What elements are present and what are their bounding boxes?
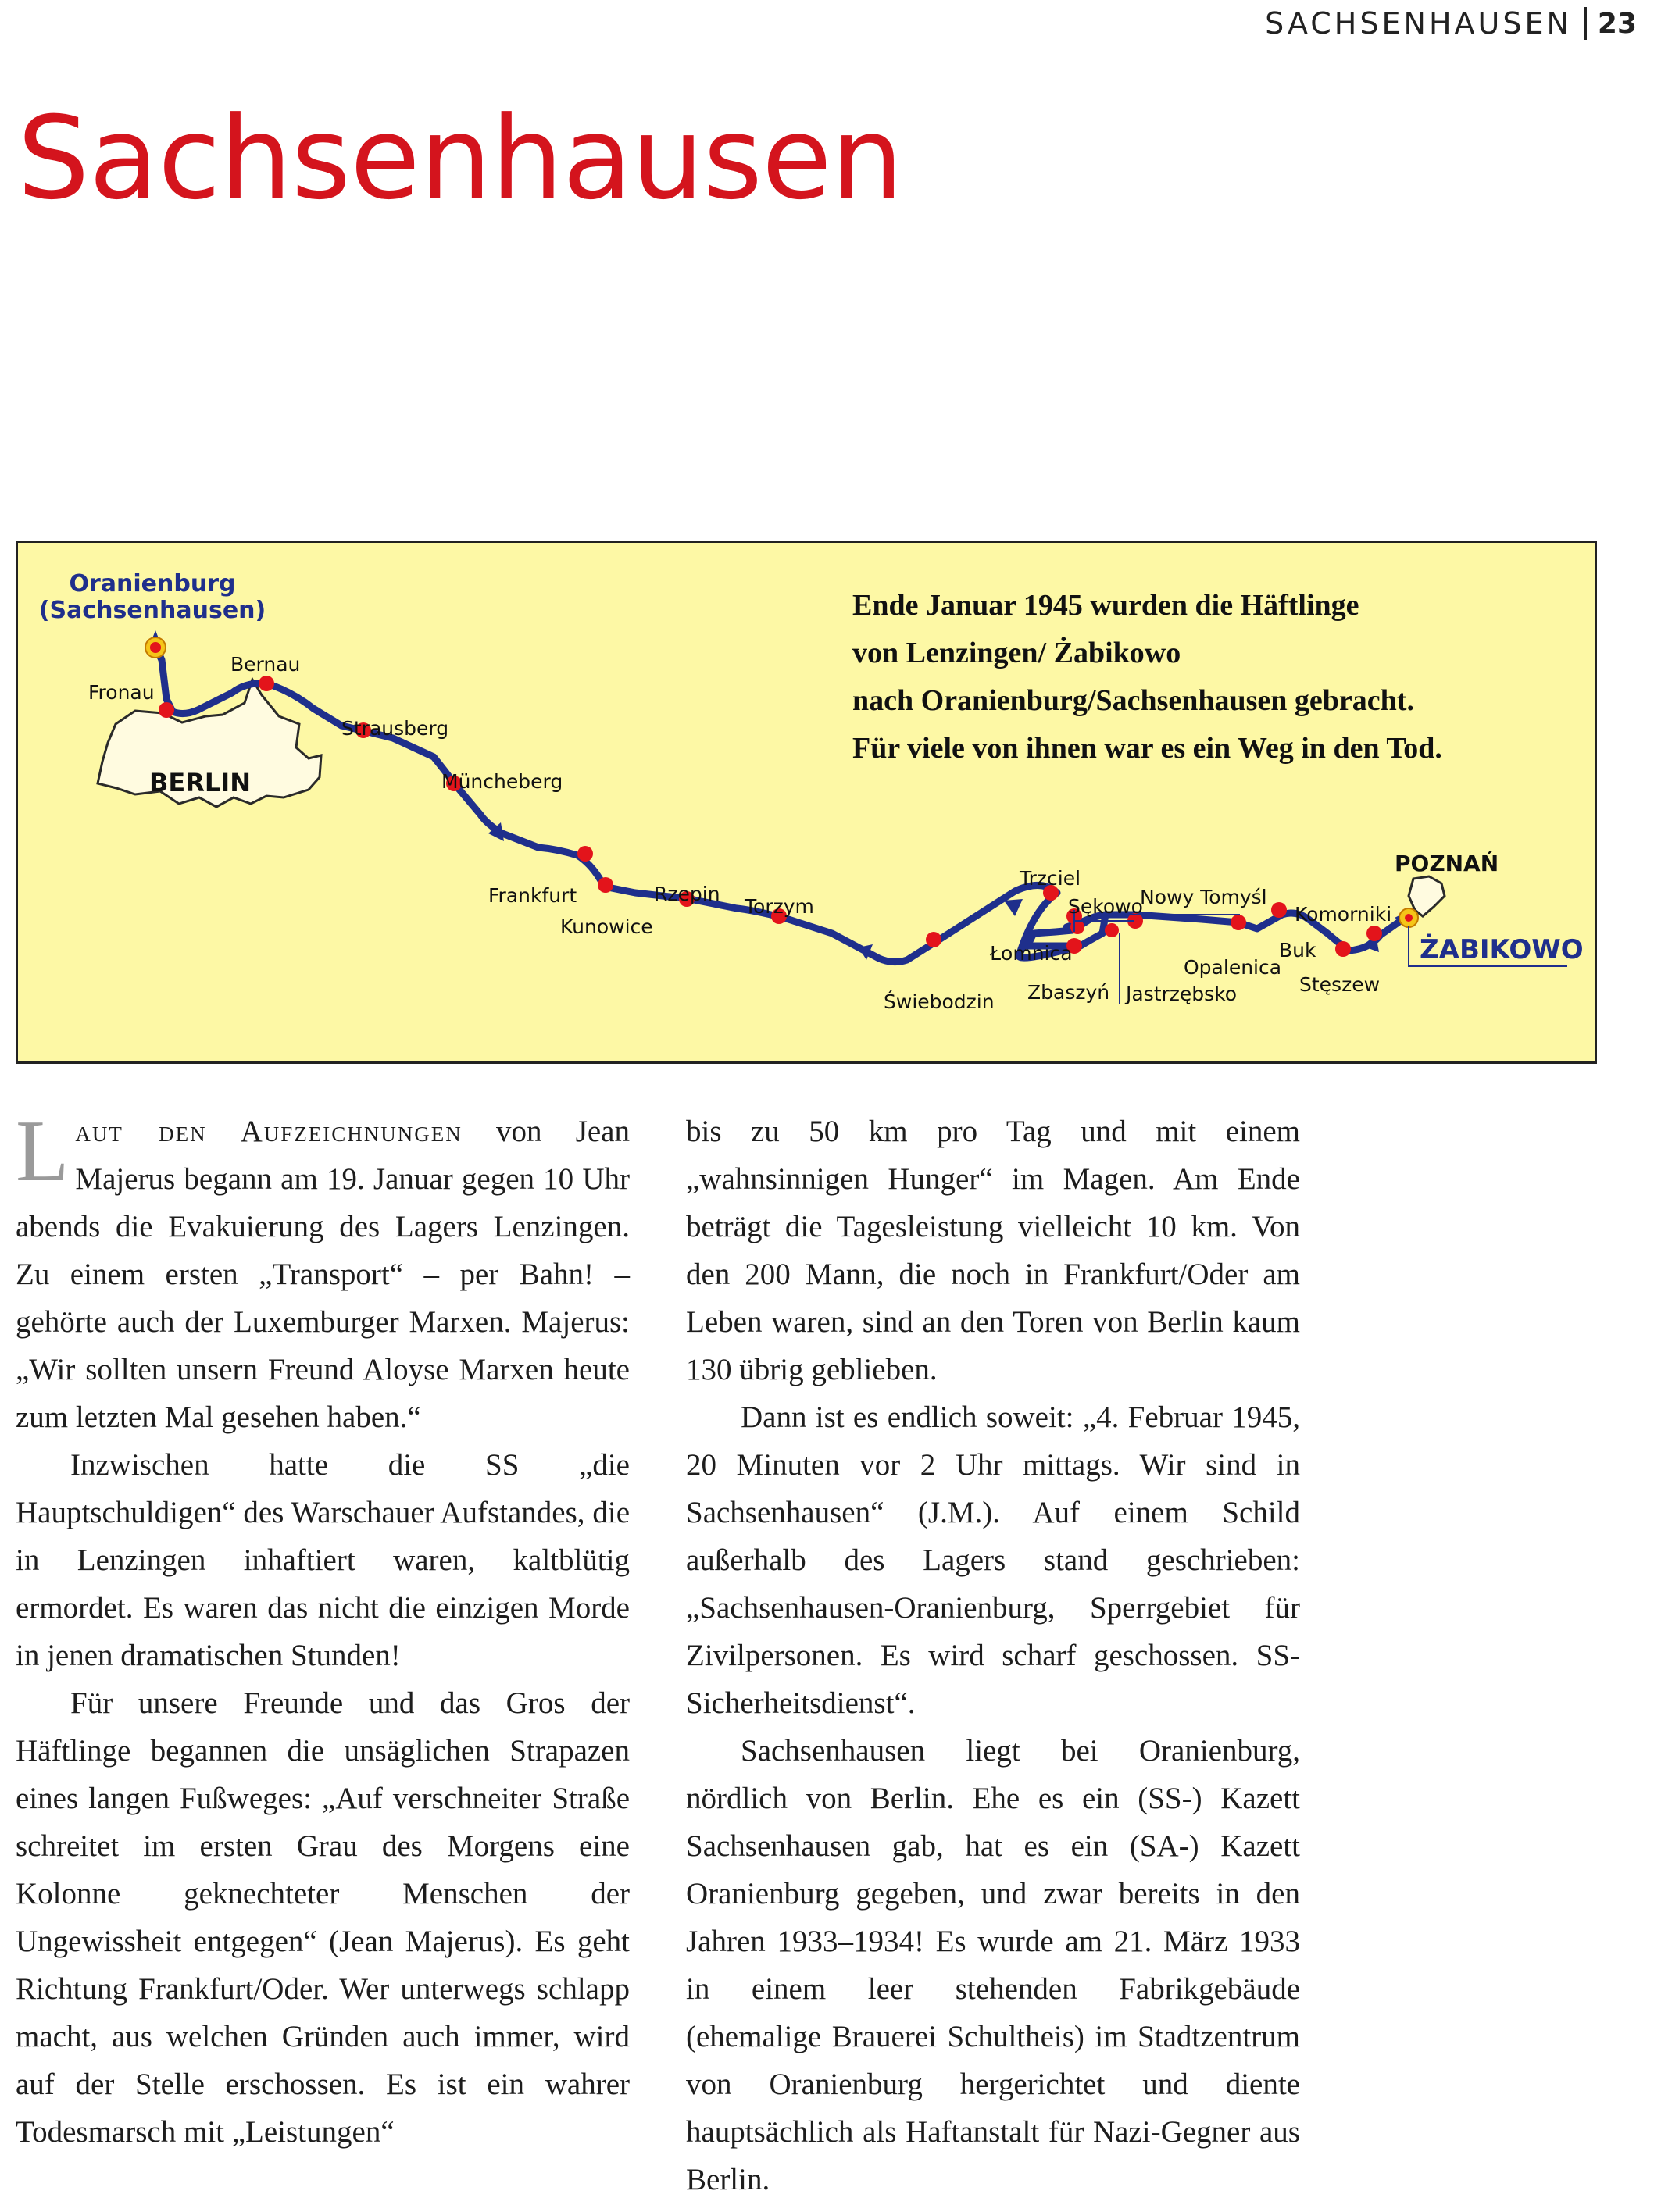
- page-title: Sachsenhausen: [17, 92, 903, 225]
- route-arrow: [1004, 899, 1023, 916]
- label-torzym: Torzym: [745, 895, 814, 918]
- stop-kunowice: [598, 877, 613, 893]
- label-strausberg: Strausberg: [341, 717, 449, 740]
- label-berlin: BERLIN: [149, 768, 251, 797]
- body-paragraph: Für unsere Freunde und das Gros der Häftlinge begannen die unsäglichen Strapazen eines langen Fußweges: „Auf verschneiter Straße schreitet im ersten Grau des Morgens eine Kolonne geknechteter Menschen der Ungewissheit entgegen“ (Jean Majerus). Es geht Richtung Frankfurt/Oder. Wer unterwegs schlapp macht, aus welchen Gründen auch immer, wird auf der Stelle erschossen. Es ist ein wahrer Todesmarsch mit „Leistungen“: [16, 1686, 630, 2149]
- body-column-right: [686, 1108, 1300, 2203]
- label-frankfurt: Frankfurt: [488, 884, 577, 907]
- label-opalenica: Opalenica: [1184, 956, 1282, 979]
- body-paragraph: [16, 1103, 630, 1441]
- drop-cap: L: [16, 1103, 70, 1200]
- label-trzciel: Trzciel: [1020, 867, 1081, 890]
- body-paragraph: bis zu 50 km pro Tag und mit einem „wahnsinnigen Hunger“ im Magen. Am Ende beträgt die Tagesleistung vielleicht 10 km. Von den 200 Mann, die noch in Frankfurt/Oder am Leben waren, sind an den Toren von Berlin kaum 130 übrig geblieben.: [686, 1115, 1300, 1386]
- stop-swiebodzin: [926, 932, 941, 947]
- body-column-left: [16, 1103, 630, 2156]
- route-map: [16, 541, 1597, 1064]
- label-poznan: POZNAŃ: [1395, 851, 1499, 876]
- stop-lomnica: [1070, 920, 1084, 934]
- start-marker-core: [150, 642, 161, 653]
- stop-opalenica: [1231, 915, 1246, 930]
- label-zbaszyn: Zbaszyń: [1027, 981, 1110, 1004]
- paragraph-text: von Jean Majerus begann am 19. Januar gegen 10 Uhr abends die Evakuierung des Lagers Lenzingen. Zu einem ersten „Transport“ – per Bahn! – gehörte auch der Luxemburger Marxen. Majerus: „Wir sollten unsern Freund Aloyse Marxen heute zum letzten Mal gesehen haben.“: [16, 1115, 630, 1434]
- body-paragraph: Sachsenhausen liegt bei Oranienburg, nördlich von Berlin. Ehe es ein (SS-) Kazett Sachsenhausen gab, hat es ein (SA-) Kazett Oranienburg gegeben, und zwar bereits in den Jahren 1933–1934! Es wurde am 21. März 1933 in einem leer stehenden Fabrikgebäude (ehemalige Brauerei Schultheis) im Stadtzentrum von Oranienburg hergerichtet und diente hauptsächlich als Haftanstalt für Nazi-Gegner aus Berlin.: [686, 1734, 1300, 2196]
- label-lomnica: Łomnica: [990, 942, 1073, 965]
- map-caption-line: nach Oranienburg/Sachsenhausen gebracht.: [852, 684, 1414, 717]
- running-title: SACHSENHAUSEN: [1265, 6, 1572, 41]
- stop-frankfurt: [577, 846, 593, 862]
- lead-in-smallcaps: aut den Aufzeichnungen: [75, 1115, 463, 1148]
- body-paragraph: Dann ist es endlich soweit: „4. Februar 1945, 20 Minuten vor 2 Uhr mittags. Wir sind in Sachsenhausen“ (J.M.). Auf einem Schild außerhalb des Lagers stand geschrieben: „Sachsenhausen-Oranienburg, Sperrgebiet für Zivilpersonen. Es wird scharf geschossen. SS-Sicherheitsdienst“.: [686, 1400, 1300, 1720]
- label-jastrzebsko: Jastrzębsko: [1126, 983, 1238, 1005]
- map-caption-line: von Lenzingen/ Żabikowo: [852, 637, 1181, 669]
- header-divider: [1584, 7, 1587, 40]
- label-muncheberg: Müncheberg: [441, 770, 563, 793]
- body-paragraph: Inzwischen hatte die SS „die Hauptschuldigen“ des Warschauer Aufstandes, die in Lenzingen inhaftiert waren, kaltblütig ermordet. Es waren das nicht die einzigen Morde in jenen dramatischen Stunden!: [16, 1448, 630, 1672]
- label-sekowo: Sękowo: [1068, 895, 1143, 918]
- stop-jastrzebsko: [1105, 923, 1119, 937]
- stop-komorniki: [1366, 926, 1382, 941]
- label-komorniki: Komorniki: [1295, 903, 1392, 926]
- map-caption: [852, 582, 1571, 772]
- map-caption-line: Ende Januar 1945 wurden die Häftlinge: [852, 589, 1359, 622]
- label-fronau: Fronau: [88, 681, 155, 704]
- label-sachsenhausen: (Sachsenhausen): [38, 597, 266, 624]
- stop-buk: [1271, 902, 1287, 918]
- stop-steszew: [1335, 941, 1351, 957]
- map-caption-line: Für viele von ihnen war es ein Weg in den Tod.: [852, 732, 1442, 765]
- stop-fronau: [159, 702, 174, 718]
- label-swiebodzin: Świebodzin: [884, 990, 995, 1013]
- label-steszew: Stęszew: [1299, 973, 1381, 996]
- label-kunowice: Kunowice: [560, 915, 653, 938]
- running-head: [1265, 5, 1637, 42]
- page-number: 23: [1597, 7, 1637, 40]
- label-nowy-tomysl: Nowy Tomyśl: [1140, 886, 1267, 908]
- label-bernau: Bernau: [230, 653, 301, 676]
- label-rzepin: Rzepin: [654, 883, 720, 905]
- end-marker-core: [1405, 914, 1413, 922]
- label-oranienburg: Oranienburg: [69, 570, 236, 598]
- label-buk: Buk: [1279, 939, 1316, 962]
- stop-bernau: [259, 676, 274, 691]
- label-zabikowo: ŻABIKOWO: [1420, 934, 1584, 965]
